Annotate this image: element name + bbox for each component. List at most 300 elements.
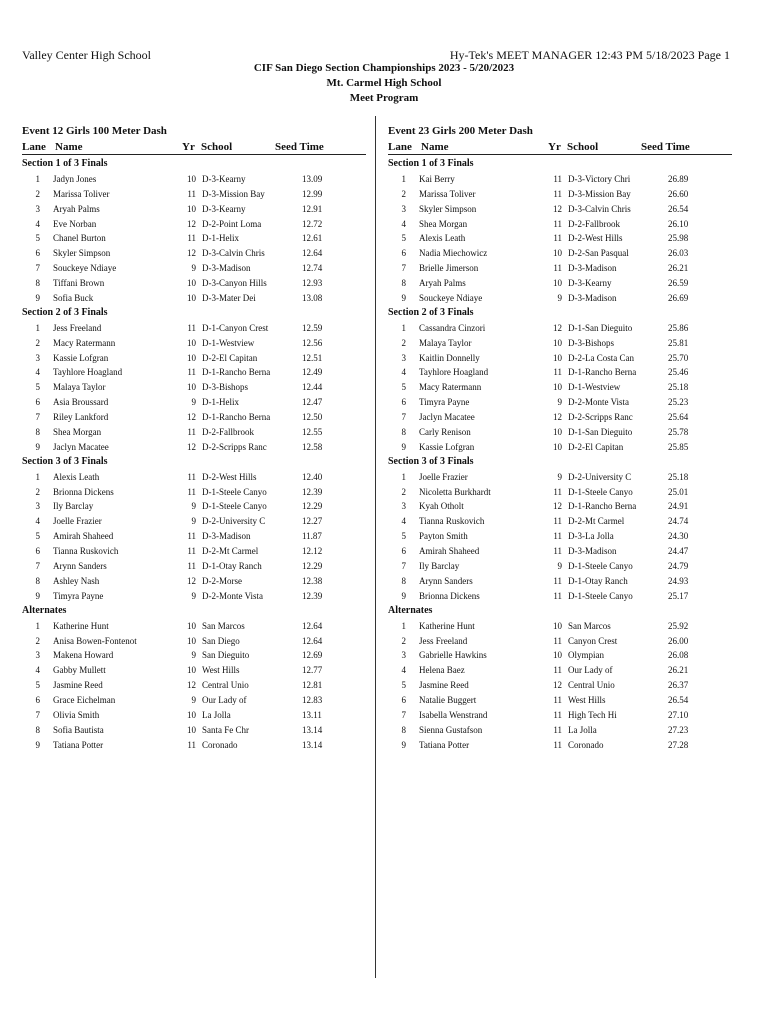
seed-time-cell: 12.69: [302, 650, 323, 661]
name-cell: Brionna Dickens: [53, 486, 114, 497]
year-cell: 11: [187, 546, 196, 557]
year-cell: 11: [187, 367, 196, 378]
name-cell: Anisa Bowen-Fontenot: [53, 635, 137, 646]
lane-cell: 2: [401, 188, 406, 199]
seed-time-cell: 27.23: [668, 724, 689, 735]
col-yr-header: Yr: [182, 141, 195, 153]
school-cell: La Jolla: [568, 724, 597, 735]
seed-time-cell: 12.64: [302, 620, 323, 631]
year-cell: 11: [553, 516, 562, 527]
year-cell: 12: [553, 680, 562, 691]
school-cell: D-1-Otay Ranch: [568, 575, 628, 586]
entry-row: [388, 708, 732, 723]
year-cell: 10: [553, 620, 562, 631]
school-cell: D-1-Rancho Berna: [202, 412, 271, 423]
seed-time-cell: 25.86: [668, 322, 689, 333]
name-cell: Nicoletta Burkhardt: [419, 486, 491, 497]
year-cell: 9: [557, 293, 562, 304]
lane-cell: 7: [401, 561, 406, 572]
entry-row: [388, 738, 732, 753]
seed-time-cell: 26.03: [668, 248, 689, 259]
seed-time-cell: 12.39: [302, 486, 323, 497]
school-cell: Our Lady of: [202, 695, 247, 706]
name-cell: Asia Broussard: [53, 397, 109, 408]
software-info: Hy-Tek's MEET MANAGER 12:43 PM 5/18/2023 Page 1: [449, 48, 730, 62]
seed-time-cell: 12.61: [302, 233, 323, 244]
entry-row: [388, 231, 732, 246]
entry-row: [388, 693, 732, 708]
col-school-header: School: [201, 141, 233, 153]
lane-cell: 8: [401, 575, 406, 586]
year-cell: 11: [553, 709, 562, 720]
lane-cell: 2: [35, 635, 40, 646]
seed-time-cell: 26.21: [668, 665, 689, 676]
entry-row: [22, 321, 366, 336]
lane-cell: 4: [401, 218, 406, 229]
year-cell: 11: [553, 546, 562, 557]
name-cell: Alexis Leath: [53, 471, 100, 482]
lane-cell: 3: [35, 352, 40, 363]
lane-cell: 9: [401, 739, 406, 750]
lane-cell: 3: [401, 650, 406, 661]
year-cell: 10: [187, 293, 196, 304]
year-cell: 10: [187, 709, 196, 720]
lane-cell: 4: [35, 665, 40, 676]
seed-time-cell: 12.93: [302, 278, 323, 289]
lane-cell: 6: [35, 397, 40, 408]
seed-time-cell: 12.64: [302, 248, 323, 259]
school-cell: D-1-Steele Canyo: [202, 486, 267, 497]
school-cell: D-2-West Hills: [568, 233, 623, 244]
lane-cell: 3: [35, 203, 40, 214]
lane-cell: 4: [401, 665, 406, 676]
entry-row: [388, 574, 732, 589]
seed-time-cell: 12.27: [302, 516, 323, 527]
sections: [22, 157, 366, 753]
name-cell: Helena Baez: [419, 665, 465, 676]
col-lane-header: Lane: [22, 141, 46, 153]
year-cell: 11: [187, 531, 196, 542]
year-cell: 9: [191, 263, 196, 274]
lane-cell: 9: [35, 739, 40, 750]
entry-row: [22, 246, 366, 261]
year-cell: 10: [187, 337, 196, 348]
year-cell: 11: [553, 531, 562, 542]
seed-time-cell: 12.64: [302, 635, 323, 646]
name-cell: Arynn Sanders: [53, 561, 107, 572]
section-title: Section 1 of 3 Finals: [22, 158, 108, 169]
school-cell: D-2-Point Loma: [202, 218, 262, 229]
year-cell: 10: [553, 248, 562, 259]
lane-cell: 6: [35, 248, 40, 259]
name-cell: Tatiana Potter: [419, 739, 470, 750]
school-cell: D-1-San Dieguito: [568, 427, 633, 438]
name-cell: Jaclyn Macatee: [53, 441, 109, 452]
seed-time-cell: 13.11: [302, 709, 322, 720]
lane-cell: 1: [35, 322, 40, 333]
lane-cell: 9: [401, 293, 406, 304]
seed-time-cell: 12.58: [302, 441, 323, 452]
lane-cell: 3: [35, 650, 40, 661]
year-cell: 11: [553, 575, 562, 586]
name-cell: Carly Renison: [419, 427, 471, 438]
year-cell: 11: [553, 590, 562, 601]
event-column-right: [388, 124, 732, 753]
school-cell: D-2-El Capitan: [568, 441, 624, 452]
seed-time-cell: 12.51: [302, 352, 323, 363]
lane-cell: 2: [35, 188, 40, 199]
name-cell: Cassandra Cinzori: [419, 322, 486, 333]
seed-time-cell: 25.78: [668, 427, 689, 438]
entry-row: [388, 589, 732, 604]
name-cell: Ashley Nash: [53, 575, 100, 586]
school-cell: D-3-La Jolla: [568, 531, 614, 542]
lane-cell: 5: [401, 680, 406, 691]
lane-cell: 4: [35, 516, 40, 527]
name-cell: Malaya Taylor: [53, 382, 106, 393]
name-cell: Kassie Lofgran: [53, 352, 109, 363]
column-divider: [375, 116, 376, 978]
year-cell: 12: [187, 248, 196, 259]
school-cell: D-3-Bishops: [202, 382, 249, 393]
event-column-left: [22, 124, 366, 753]
name-cell: Arynn Sanders: [419, 575, 473, 586]
lane-cell: 6: [401, 397, 406, 408]
school-cell: High Tech Hi: [568, 709, 617, 720]
school-cell: D-1-Otay Ranch: [202, 561, 262, 572]
seed-time-cell: 24.79: [668, 561, 689, 572]
lane-cell: 7: [35, 263, 40, 274]
year-cell: 11: [553, 635, 562, 646]
lane-cell: 7: [401, 263, 406, 274]
year-cell: 10: [187, 203, 196, 214]
lane-cell: 2: [35, 337, 40, 348]
school-cell: D-3-Kearny: [202, 173, 246, 184]
name-cell: Joelle Frazier: [419, 471, 468, 482]
entry-row: [22, 395, 366, 410]
lane-cell: 2: [401, 486, 406, 497]
entry-row: [22, 336, 366, 351]
lane-cell: 8: [401, 724, 406, 735]
year-cell: 11: [187, 486, 196, 497]
year-cell: 11: [553, 739, 562, 750]
year-cell: 9: [557, 397, 562, 408]
year-cell: 9: [191, 650, 196, 661]
name-cell: Joelle Frazier: [53, 516, 102, 527]
name-cell: Gabrielle Hawkins: [419, 650, 487, 661]
year-cell: 11: [553, 665, 562, 676]
seed-time-cell: 12.40: [302, 471, 323, 482]
lane-cell: 6: [401, 695, 406, 706]
entry-row: [22, 559, 366, 574]
name-cell: Jaclyn Macatee: [419, 412, 475, 423]
name-cell: Timyra Payne: [53, 590, 104, 601]
name-cell: Olivia Smith: [53, 709, 100, 720]
entry-row: [22, 485, 366, 500]
col-name-header: Name: [421, 141, 449, 153]
entry-row: [22, 678, 366, 693]
school-cell: D-2-Mt Carmel: [568, 516, 625, 527]
name-cell: Makena Howard: [53, 650, 114, 661]
school-cell: D-3-Victory Chri: [568, 173, 631, 184]
year-cell: 11: [187, 427, 196, 438]
section-title: Section 3 of 3 Finals: [388, 455, 474, 467]
school-cell: D-1-Helix: [202, 397, 239, 408]
name-cell: Jess Freeland: [53, 322, 102, 333]
seed-time-cell: 24.74: [668, 516, 689, 527]
entry-row: [22, 663, 366, 678]
lane-cell: 5: [35, 233, 40, 244]
entry-row: [22, 261, 366, 276]
entry-row: [22, 440, 366, 455]
year-cell: 11: [187, 739, 196, 750]
entry-row: [22, 514, 366, 529]
entry-row: [388, 499, 732, 514]
school-cell: D-1-San Dieguito: [568, 322, 633, 333]
name-cell: Amirah Shaheed: [419, 546, 480, 557]
school-cell: D-1-Rancho Berna: [568, 367, 637, 378]
entry-row: [388, 425, 732, 440]
entry-row: [22, 425, 366, 440]
entry-row: [22, 544, 366, 559]
seed-time-cell: 12.29: [302, 501, 323, 512]
year-cell: 12: [553, 501, 562, 512]
lane-cell: 1: [401, 471, 406, 482]
seed-time-cell: 24.91: [668, 501, 689, 512]
name-cell: Kaitlin Donnelly: [419, 352, 480, 363]
name-cell: Skyler Simpson: [53, 248, 111, 259]
seed-time-cell: 27.28: [668, 739, 689, 750]
year-cell: 11: [187, 322, 196, 333]
seed-time-cell: 25.18: [668, 471, 689, 482]
year-cell: 10: [553, 352, 562, 363]
entry-row: [388, 514, 732, 529]
name-cell: Riley Lankford: [53, 412, 109, 423]
name-cell: Jasmine Reed: [53, 680, 103, 691]
year-cell: 12: [187, 441, 196, 452]
section-title: Alternates: [22, 604, 67, 616]
entry-row: [388, 395, 732, 410]
name-cell: Brionna Dickens: [419, 590, 480, 601]
year-cell: 10: [553, 382, 562, 393]
name-cell: Tayhlore Hoagland: [419, 367, 489, 378]
name-cell: Alexis Leath: [419, 233, 466, 244]
meet-title: CIF San Diego Section Championships 2023 - 5/20/2023: [253, 62, 515, 74]
lane-cell: 5: [401, 233, 406, 244]
year-cell: 11: [553, 486, 562, 497]
year-cell: 9: [191, 516, 196, 527]
school-cell: D-2-Scripps Ranc: [202, 441, 267, 452]
seed-time-cell: 12.39: [302, 590, 323, 601]
entry-row: [388, 246, 732, 261]
lane-cell: 2: [401, 337, 406, 348]
entry-row: [388, 351, 732, 366]
name-cell: Gabby Mullett: [53, 665, 106, 676]
seed-time-cell: 25.46: [668, 367, 689, 378]
column-header: [388, 140, 732, 155]
school-cell: D-2-Fallbrook: [202, 427, 254, 438]
year-cell: 11: [553, 724, 562, 735]
year-cell: 11: [553, 218, 562, 229]
school-cell: La Jolla: [202, 709, 231, 720]
section-title: Alternates: [388, 604, 433, 616]
lane-cell: 8: [401, 427, 406, 438]
lane-cell: 1: [35, 173, 40, 184]
entry-row: [22, 365, 366, 380]
lane-cell: 5: [35, 382, 40, 393]
year-cell: 11: [187, 471, 196, 482]
name-cell: Katherine Hunt: [53, 620, 109, 631]
school-cell: San Diego: [202, 635, 240, 646]
year-cell: 11: [553, 695, 562, 706]
lane-cell: 6: [401, 546, 406, 557]
entry-row: [388, 202, 732, 217]
name-cell: Sofia Buck: [53, 293, 94, 304]
school-cell: D-2-University C: [568, 471, 632, 482]
school-cell: D-3-Mission Bay: [202, 188, 265, 199]
seed-time-cell: 11.87: [302, 531, 322, 542]
seed-time-cell: 24.30: [668, 531, 689, 542]
seed-time-cell: 12.38: [302, 575, 323, 586]
seed-time-cell: 26.69: [668, 293, 689, 304]
lane-cell: 7: [401, 709, 406, 720]
school-cell: D-1-Rancho Berna: [202, 367, 271, 378]
name-cell: Marissa Toliver: [53, 188, 110, 199]
name-cell: Isabella Wenstrand: [419, 709, 488, 720]
school-cell: D-1-Steele Canyo: [568, 590, 633, 601]
year-cell: 9: [557, 561, 562, 572]
school-cell: D-1-Helix: [202, 233, 239, 244]
lane-cell: 5: [401, 382, 406, 393]
school-cell: D-2-Mt Carmel: [202, 546, 259, 557]
year-cell: 10: [553, 278, 562, 289]
school-cell: D-3-Calvin Chris: [202, 248, 265, 259]
entry-row: [22, 291, 366, 306]
meet-program-title: Meet Program: [349, 92, 419, 104]
name-cell: Macy Ratermann: [53, 337, 116, 348]
seed-time-cell: 26.59: [668, 278, 689, 289]
school-cell: D-1-Rancho Berna: [568, 501, 637, 512]
meet-venue: Mt. Carmel High School: [326, 77, 442, 89]
seed-time-cell: 25.85: [668, 441, 689, 452]
school-cell: Canyon Crest: [568, 635, 618, 646]
school-cell: D-1-Steele Canyo: [568, 561, 633, 572]
seed-time-cell: 26.00: [668, 635, 689, 646]
year-cell: 11: [553, 173, 562, 184]
name-cell: Amirah Shaheed: [53, 531, 114, 542]
school-cell: D-2-West Hills: [202, 471, 257, 482]
col-yr-header: Yr: [548, 141, 561, 153]
name-cell: Payton Smith: [419, 531, 468, 542]
school-cell: Our Lady of: [568, 665, 613, 676]
seed-time-cell: 12.29: [302, 561, 323, 572]
year-cell: 11: [553, 367, 562, 378]
lane-cell: 1: [35, 620, 40, 631]
seed-time-cell: 24.47: [668, 546, 689, 557]
school-cell: D-3-Kearny: [568, 278, 612, 289]
lane-cell: 7: [35, 561, 40, 572]
seed-time-cell: 12.74: [302, 263, 323, 274]
name-cell: Grace Eichelman: [53, 695, 116, 706]
entry-row: [22, 589, 366, 604]
section-title: Section 1 of 3 Finals: [388, 158, 474, 169]
seed-time-cell: 13.14: [302, 724, 323, 735]
seed-time-cell: 26.21: [668, 263, 689, 274]
school-cell: D-3-Madison: [202, 531, 251, 542]
section-title: Section 3 of 3 Finals: [22, 455, 108, 467]
entry-row: [22, 231, 366, 246]
event-title: Event 23 Girls 200 Meter Dash: [388, 125, 533, 137]
seed-time-cell: 12.77: [302, 665, 323, 676]
lane-cell: 7: [35, 709, 40, 720]
entry-row: [388, 172, 732, 187]
school-cell: D-1-Westview: [202, 337, 255, 348]
name-cell: Aryah Palms: [53, 203, 100, 214]
lane-cell: 3: [401, 352, 406, 363]
year-cell: 10: [187, 173, 196, 184]
lane-cell: 5: [35, 531, 40, 542]
entry-row: [22, 723, 366, 738]
name-cell: Brielle Jimerson: [419, 263, 479, 274]
year-cell: 11: [187, 233, 196, 244]
entry-row: [22, 529, 366, 544]
entry-row: [388, 619, 732, 634]
lane-cell: 1: [401, 322, 406, 333]
name-cell: Timyra Payne: [419, 397, 470, 408]
seed-time-cell: 26.89: [668, 173, 689, 184]
year-cell: 11: [553, 188, 562, 199]
year-cell: 10: [553, 650, 562, 661]
lane-cell: 1: [35, 471, 40, 482]
lane-cell: 2: [35, 486, 40, 497]
lane-cell: 5: [35, 680, 40, 691]
school-cell: D-3-Madison: [568, 293, 617, 304]
entry-row: [22, 276, 366, 291]
entry-row: [22, 693, 366, 708]
year-cell: 11: [553, 263, 562, 274]
school-cell: Santa Fe Chr: [202, 724, 249, 735]
school-cell: D-2-San Pasqual: [568, 248, 629, 259]
section-title: Section 2 of 3 Finals: [388, 306, 474, 318]
seed-time-cell: 25.70: [668, 352, 689, 363]
school-cell: D-3-Bishops: [568, 337, 615, 348]
seed-time-cell: 25.92: [668, 620, 689, 631]
entry-row: [388, 380, 732, 395]
entry-row: [388, 529, 732, 544]
seed-time-cell: 25.98: [668, 233, 689, 244]
year-cell: 10: [187, 382, 196, 393]
year-cell: 12: [187, 218, 196, 229]
school-cell: D-3-Calvin Chris: [568, 203, 631, 214]
entry-row: [388, 544, 732, 559]
seed-time-cell: 12.59: [302, 322, 323, 333]
year-cell: 12: [187, 680, 196, 691]
entry-row: [388, 440, 732, 455]
name-cell: Tatiana Potter: [53, 739, 104, 750]
col-name-header: Name: [55, 141, 83, 153]
school-cell: Olympian: [568, 650, 604, 661]
year-cell: 10: [187, 665, 196, 676]
entry-row: [388, 485, 732, 500]
lane-cell: 6: [401, 248, 406, 259]
entry-row: [22, 202, 366, 217]
entry-row: [388, 321, 732, 336]
name-cell: Ily Barclay: [53, 501, 94, 512]
entry-row: [388, 336, 732, 351]
year-cell: 9: [191, 590, 196, 601]
year-cell: 11: [187, 188, 196, 199]
year-cell: 9: [557, 471, 562, 482]
